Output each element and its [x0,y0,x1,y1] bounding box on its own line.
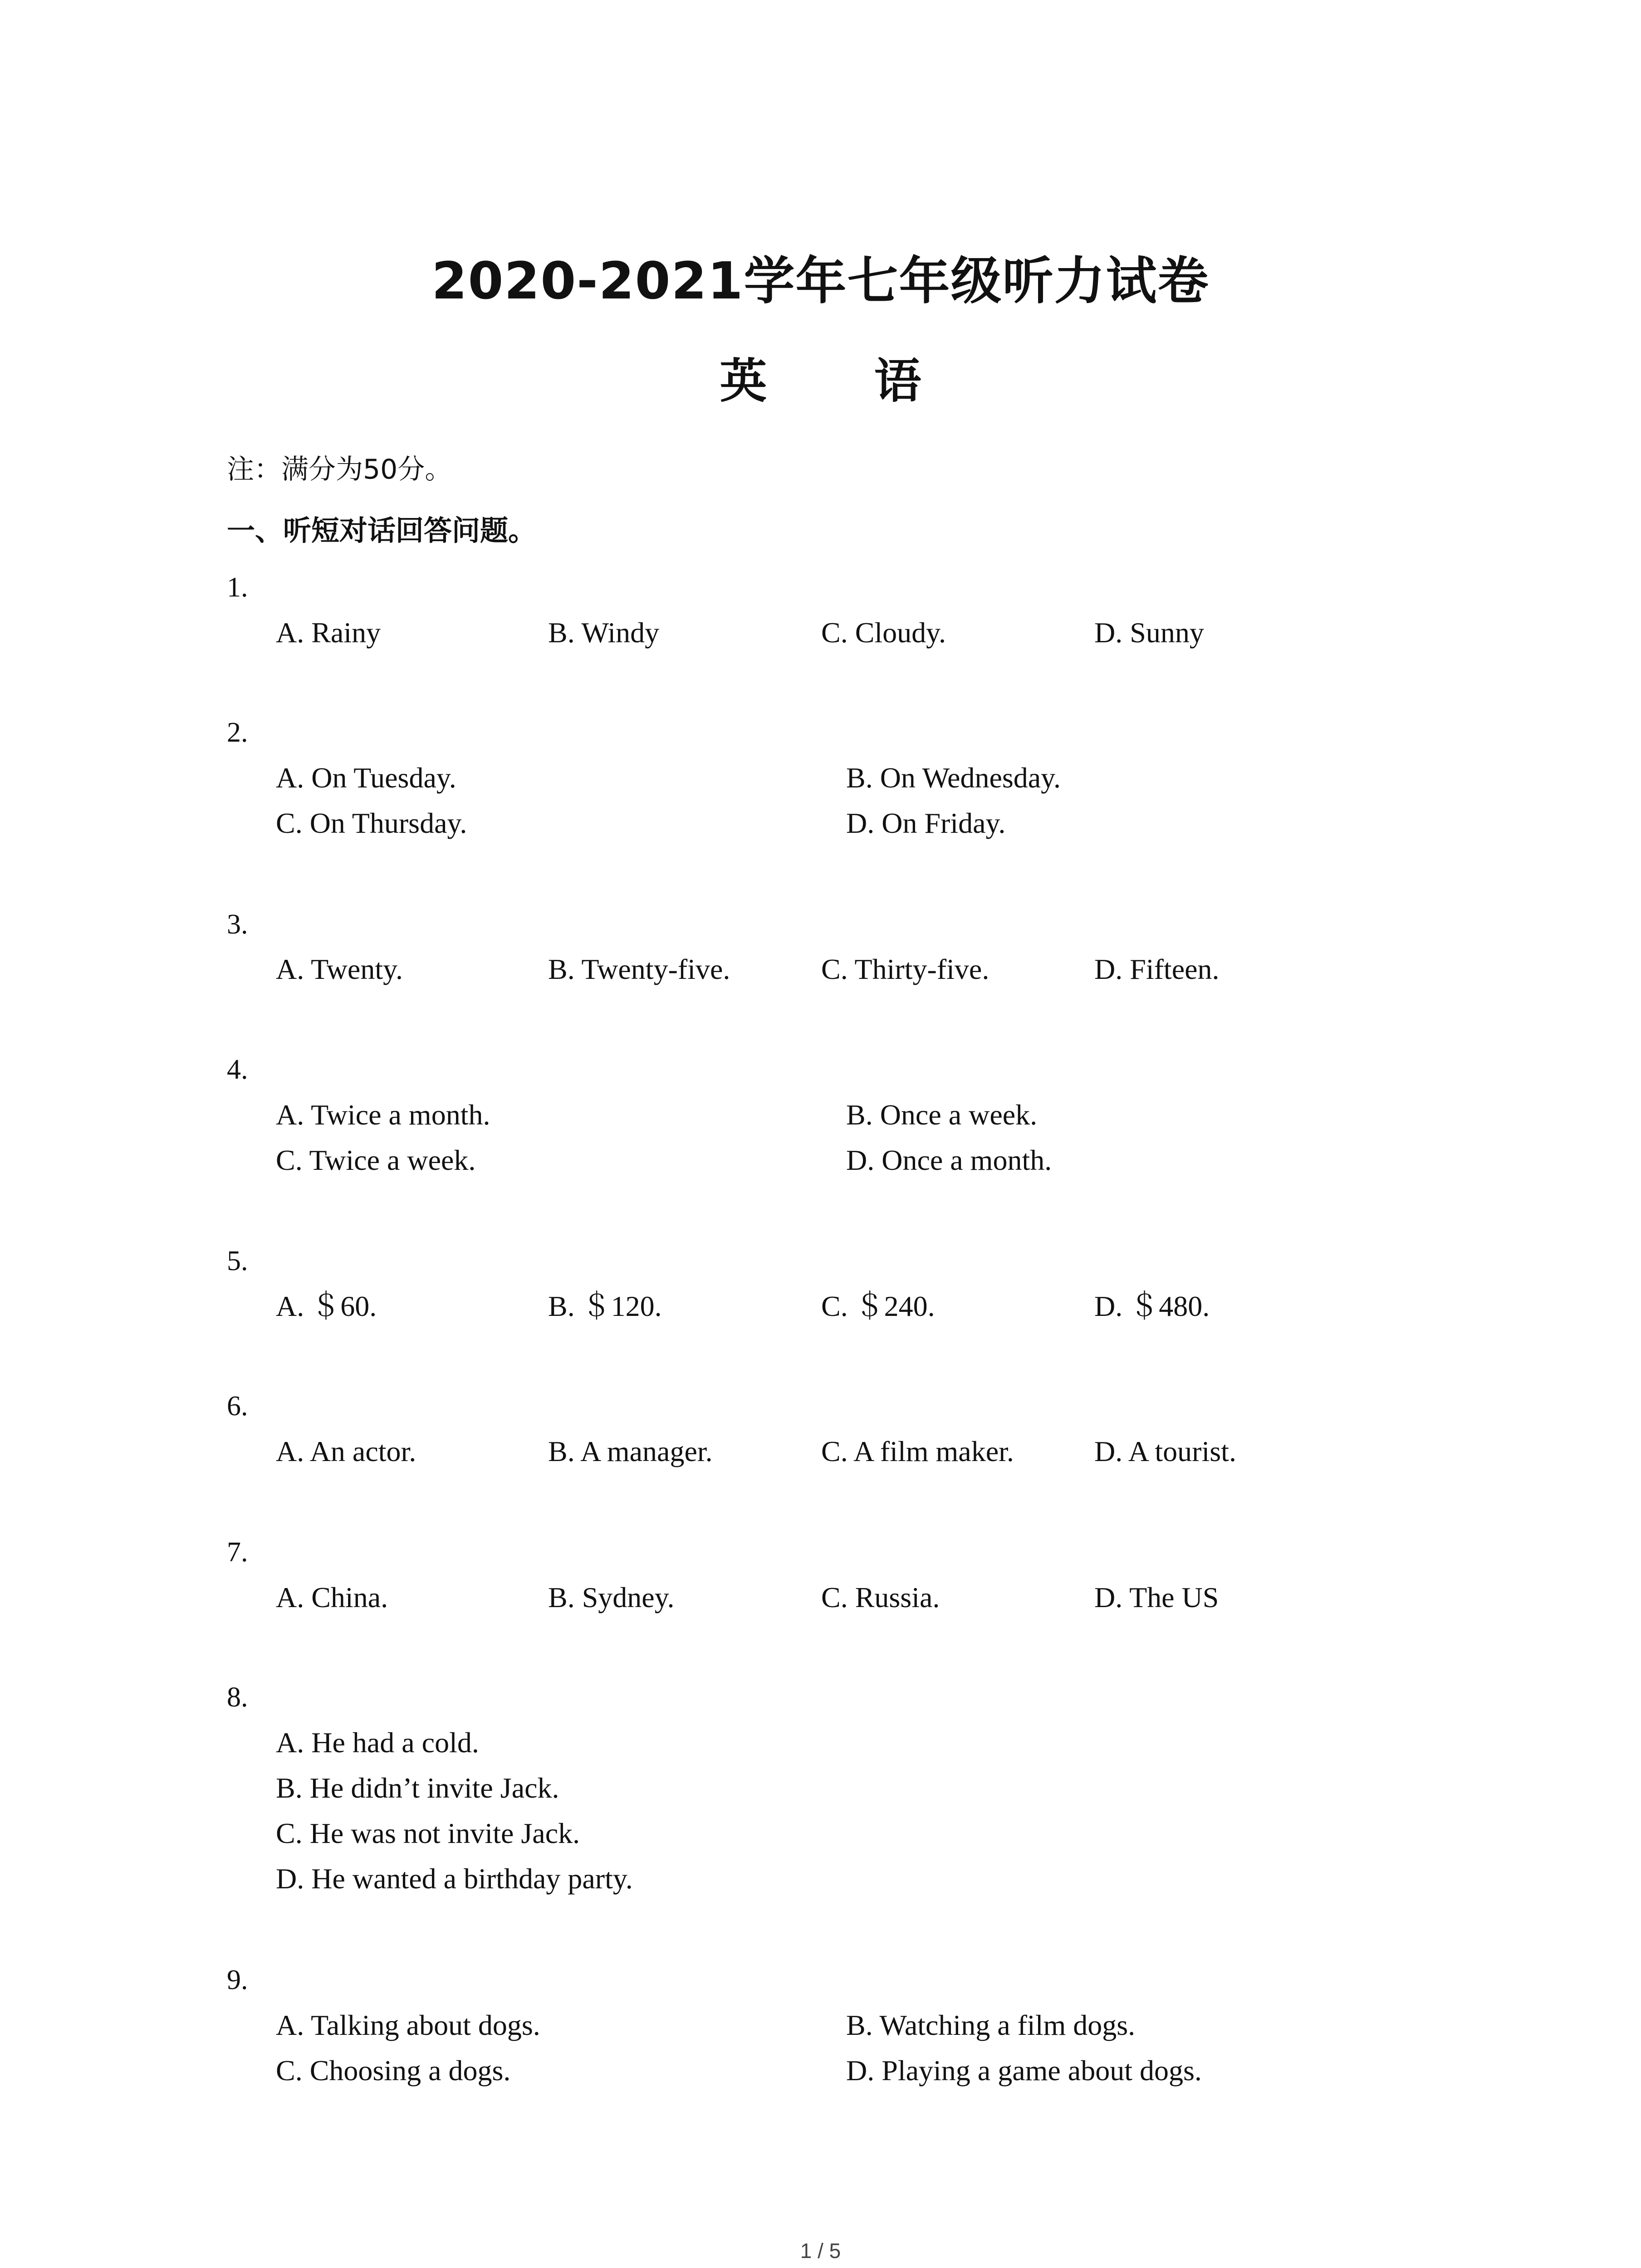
option-b: B. Once a week. [846,1099,1038,1131]
option-a: A. He had a cold. [276,1726,479,1759]
option-c: C. Twice a week. [276,1144,476,1176]
question-number: 8. [227,1682,248,1713]
question-number: 1. [227,572,248,603]
section-heading: 一、听短对话回答问题。 [227,514,537,547]
option-b: B. On Wednesday. [846,762,1061,794]
option-d: D. Fifteen. [1094,953,1220,985]
question-number: 4. [227,1054,248,1085]
option-d: D. On Friday. [846,807,1006,839]
exam-title: 2020-2021学年七年级听力试卷 [431,252,1210,311]
option-b: B. Twenty-five. [548,953,730,985]
option-b: B. He didn’t invite Jack. [276,1772,559,1804]
option-b: B. Sydney. [548,1581,675,1613]
option-c: C. A film maker. [821,1435,1014,1467]
option-d: D. ＄480. [1094,1290,1210,1322]
question-number: 3. [227,909,248,940]
question-number: 2. [227,717,248,748]
score-note: 注：满分为50分。 [227,454,452,485]
option-b: B. A manager. [548,1435,713,1467]
option-a: A. On Tuesday. [276,762,456,794]
question-number: 6. [227,1391,248,1422]
option-a: A. Rainy [276,616,381,649]
option-c: C. Choosing a dogs. [276,2054,511,2087]
option-d: D. Once a month. [846,1144,1052,1176]
option-a: A. China. [276,1581,388,1613]
option-b: B. Windy [548,616,660,649]
question-number: 5. [227,1246,248,1276]
option-c: C. On Thursday. [276,807,467,839]
option-a: A. An actor. [276,1435,416,1467]
option-a: A. ＄60. [276,1290,377,1322]
option-c: C. Thirty-five. [821,953,989,985]
option-d: D. Sunny [1094,616,1204,649]
option-c: C. Cloudy. [821,616,946,649]
question-number: 7. [227,1537,248,1568]
option-c: C. ＄240. [821,1290,935,1322]
subject-title: 英 语 [720,353,967,409]
question-number: 9. [227,1965,248,1995]
option-d: D. The US [1094,1581,1219,1613]
option-a: A. Twenty. [276,953,403,985]
option-b: B. Watching a film dogs. [846,2009,1136,2041]
page-number: 1 / 5 [800,2239,841,2263]
option-c: C. He was not invite Jack. [276,1817,580,1849]
option-a: A. Twice a month. [276,1099,490,1131]
option-d: D. He wanted a birthday party. [276,1862,633,1895]
option-d: D. Playing a game about dogs. [846,2054,1202,2087]
option-d: D. A tourist. [1094,1435,1236,1467]
option-a: A. Talking about dogs. [276,2009,540,2041]
option-b: B. ＄120. [548,1290,662,1322]
option-c: C. Russia. [821,1581,940,1613]
